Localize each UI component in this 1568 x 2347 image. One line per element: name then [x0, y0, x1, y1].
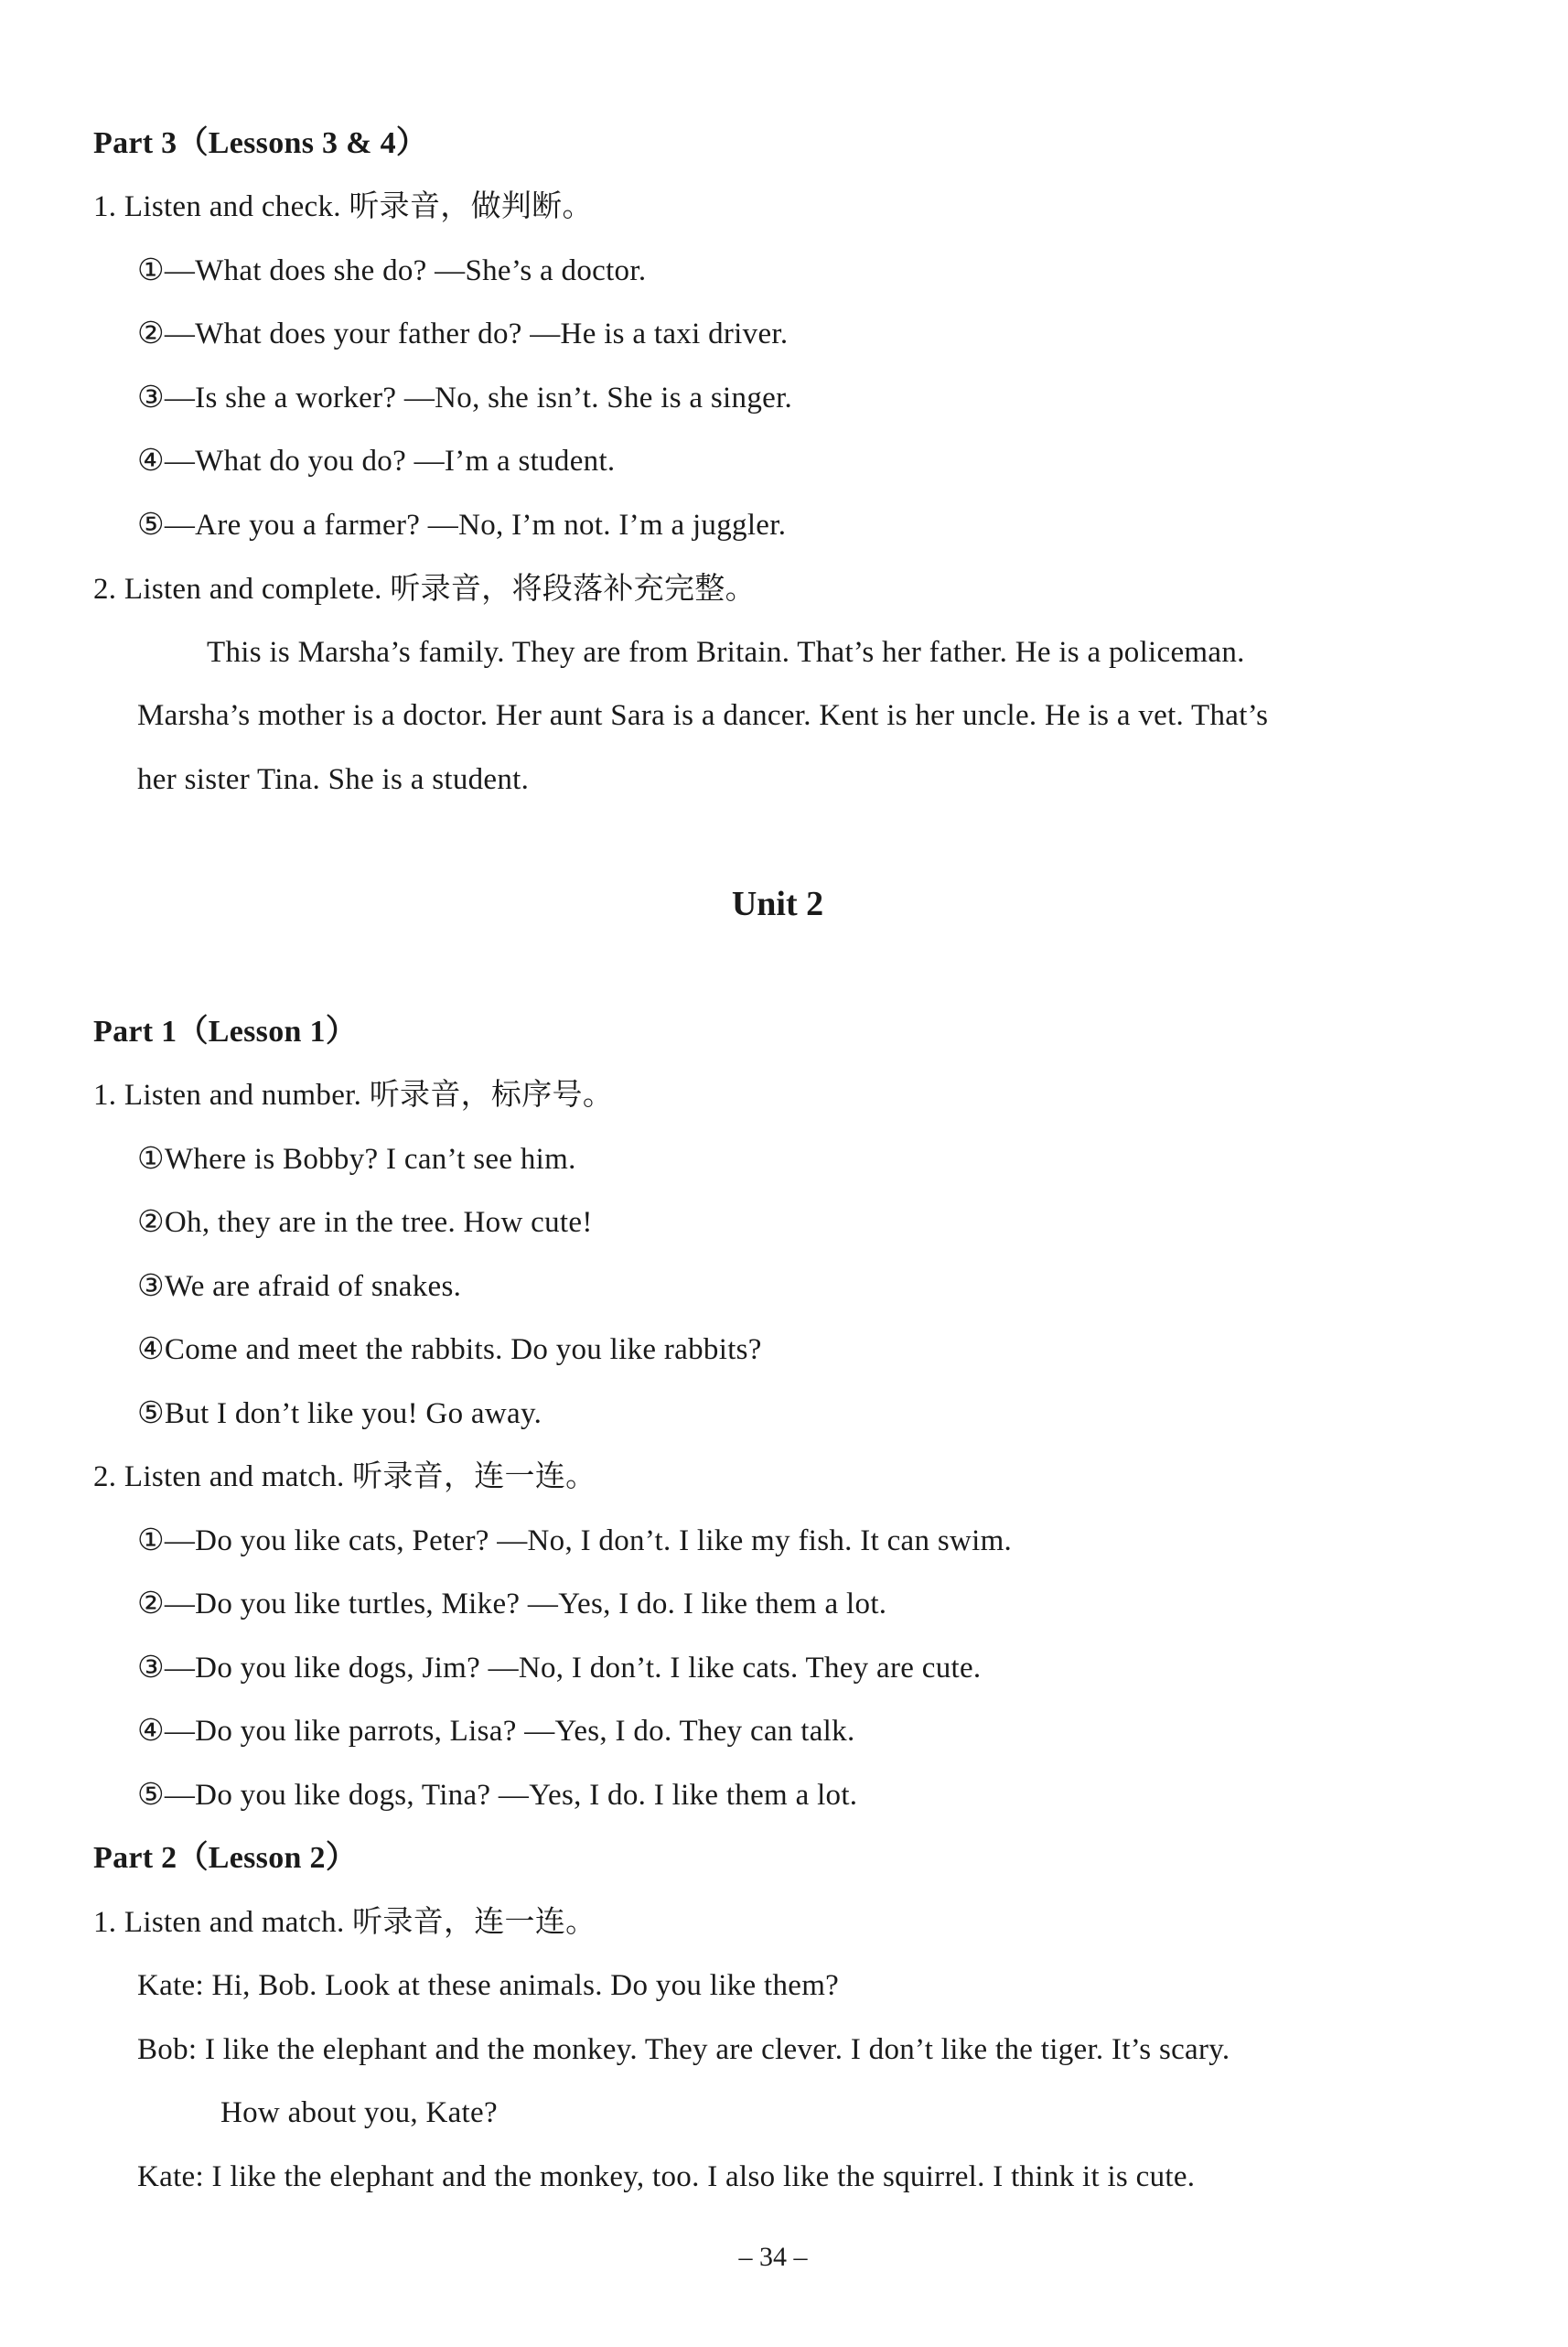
list-item: ④—Do you like parrots, Lisa? —Yes, I do. They can talk. [137, 1715, 855, 1748]
dialogue-line [137, 1965, 839, 2006]
question-instruction: 1. Listen and check. 听录音，做判断。 [93, 190, 593, 223]
list-item: ③—Do you like dogs, Jim? —No, I don’t. I like cats. They are cute. [137, 1652, 982, 1685]
section-heading-part3: Part 3（Lessons 3 & 4） [93, 126, 428, 160]
dialogue-line [137, 2029, 1230, 2070]
list-item: ④Come and meet the rabbits. Do you like rabbits? [137, 1333, 762, 1366]
question-instruction: 2. Listen and complete. 听录音，将段落补充完整。 [93, 573, 756, 606]
dialogue-text: How about you, Kate? [220, 2096, 498, 2129]
list-item: ①—Do you like cats, Peter? —No, I don’t. I like my fish. It can swim. [137, 1524, 1013, 1557]
list-item: ⑤—Are you a farmer? —No, I’m not. I’m a juggler. [137, 509, 787, 542]
list-item: ③—Is she a worker? —No, she isn’t. She is a singer. [137, 382, 793, 414]
list-item: ②—What does your father do? —He is a taxi driver. [137, 318, 789, 350]
speaker-label: Kate: [137, 2160, 204, 2193]
list-item: ⑤—Do you like dogs, Tina? —Yes, I do. I like them a lot. [137, 1779, 858, 1812]
list-item: ②—Do you like turtles, Mike? —Yes, I do. I like them a lot. [137, 1588, 887, 1620]
list-item: ③We are afraid of snakes. [137, 1270, 462, 1303]
dialogue-text: I like the elephant and the monkey, too. I also like the squirrel. I think it is cute. [211, 2160, 1196, 2193]
speaker-label: Bob: [137, 2033, 198, 2066]
paragraph-line: Marsha’s mother is a doctor. Her aunt Sara is a dancer. Kent is her uncle. He is a vet. That’s [137, 699, 1269, 732]
dialogue-line [220, 2093, 498, 2133]
dialogue-line [137, 2157, 1195, 2197]
list-item: ④—What do you do? —I’m a student. [137, 445, 616, 478]
list-item: ②Oh, they are in the tree. How cute! [137, 1206, 593, 1239]
question-instruction: 2. Listen and match. 听录音，连一连。 [93, 1460, 596, 1493]
list-item: ⑤But I don’t like you! Go away. [137, 1397, 542, 1430]
unit-title: Unit 2 [731, 885, 824, 923]
speaker-label: Kate: [137, 1969, 204, 2002]
paragraph-line: her sister Tina. She is a student. [137, 763, 530, 796]
list-item: ①Where is Bobby? I can’t see him. [137, 1143, 576, 1176]
list-item: ①—What does she do? —She’s a doctor. [137, 254, 647, 287]
question-instruction: 1. Listen and number. 听录音，标序号。 [93, 1079, 614, 1112]
section-heading-part1: Part 1（Lesson 1） [93, 1015, 358, 1049]
section-heading-part2: Part 2（Lesson 2） [93, 1841, 358, 1875]
dialogue-text: I like the elephant and the monkey. They are clever. I don’t like the tiger. It’s scary. [204, 2033, 1230, 2066]
paragraph-line: This is Marsha’s family. They are from Britain. That’s her father. He is a policeman. [207, 636, 1245, 669]
question-instruction: 1. Listen and match. 听录音，连一连。 [93, 1906, 596, 1939]
page-number: – 34 – [738, 2242, 808, 2272]
dialogue-text: Hi, Bob. Look at these animals. Do you like them? [211, 1969, 840, 2002]
